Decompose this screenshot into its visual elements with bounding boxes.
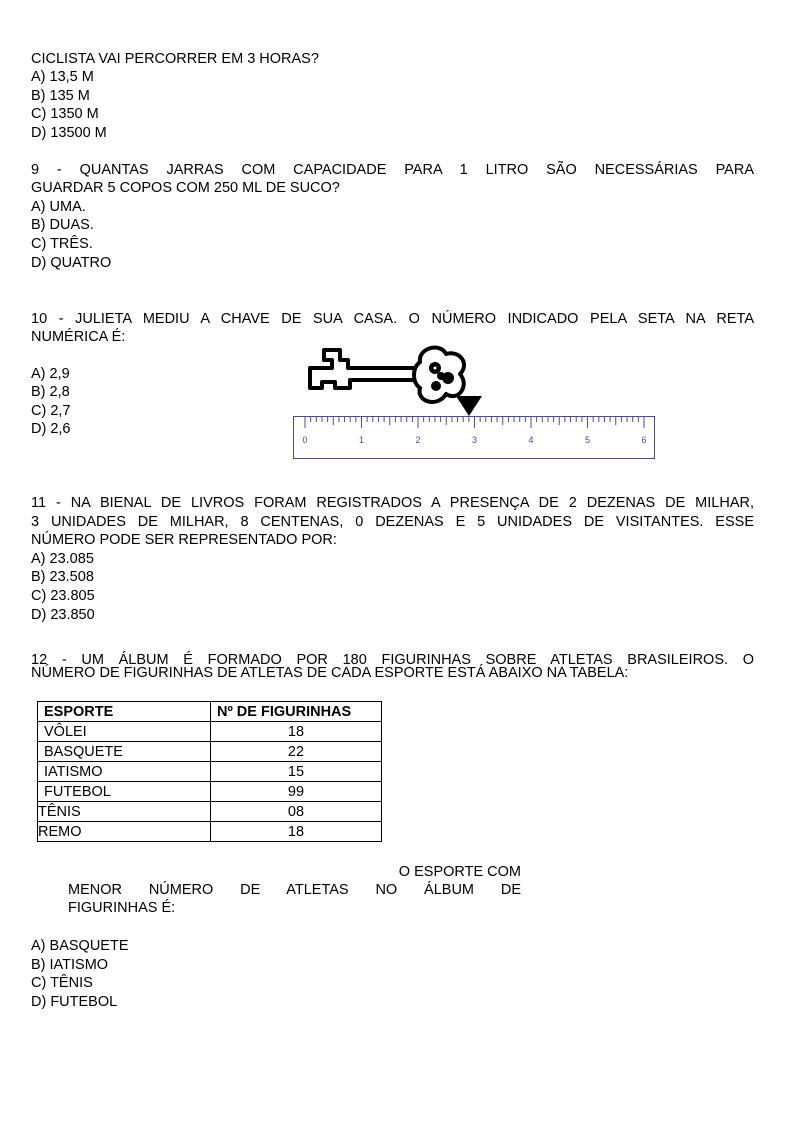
q10-stem <box>31 310 754 328</box>
q10-option-b: B) 2,8 <box>31 384 70 400</box>
q11-option-b: B) 23.508 <box>31 569 94 585</box>
table-header-esporte: ESPORTE <box>38 702 211 722</box>
ruler-label: 1 <box>359 435 365 445</box>
q12-question-line: MENOR NÚMERO DE ATLETAS NO ÁLBUM DE <box>68 882 521 898</box>
q10-option-a: A) 2,9 <box>31 366 70 382</box>
q12-option-c: C) TÊNIS <box>31 975 93 991</box>
q12-option-d: D) FUTEBOL <box>31 994 118 1010</box>
table-cell-count: 15 <box>211 762 382 782</box>
q12-option-b: B) IATISMO <box>31 957 109 973</box>
table-cell-count: 99 <box>211 782 382 802</box>
number-line-ruler <box>293 416 657 460</box>
q11-option-d: D) 23.850 <box>31 607 95 623</box>
q9-option-d: D) QUATRO <box>31 255 112 271</box>
q8-option-d: D) 13500 M <box>31 125 107 141</box>
q9-stem <box>31 161 754 179</box>
q9-option-a: A) UMA. <box>31 199 86 215</box>
q8-stem: CICLISTA VAI PERCORRER EM 3 HORAS? <box>31 51 319 67</box>
table-row <box>38 762 382 782</box>
table-cell-sport: REMO <box>38 822 211 842</box>
q11-option-a: A) 23.085 <box>31 551 94 567</box>
q9-option-b: B) DUAS. <box>31 217 94 233</box>
table-row <box>38 742 382 762</box>
q11-option-c: C) 23.805 <box>31 588 95 604</box>
ruler-label: 5 <box>585 435 591 445</box>
table-cell-count: 08 <box>211 802 382 822</box>
q12-question-line: O ESPORTE COM <box>398 864 521 880</box>
q11-stem-line: 3 UNIDADES DE MILHAR, 8 CENTENAS, 0 DEZENAS E 5 UNIDADES DE VISITANTES. ESSE <box>31 513 754 530</box>
table-cell-sport: TÊNIS <box>38 802 211 822</box>
q9-option-c: C) TRÊS. <box>31 236 93 252</box>
q8-option-b: B) 135 M <box>31 88 90 104</box>
q9-stem-line: GUARDAR 5 COPOS COM 250 ML DE SUCO? <box>31 180 340 196</box>
sports-table <box>37 701 382 842</box>
table-cell-count: 18 <box>211 722 382 742</box>
q11-stem-line: NÚMERO PODE SER REPRESENTADO POR: <box>31 532 337 548</box>
q10-option-c: C) 2,7 <box>31 403 71 419</box>
q10-stem-line: NUMÉRICA É: <box>31 329 126 345</box>
table-cell-sport: BASQUETE <box>38 742 211 762</box>
ruler-label: 4 <box>528 435 534 445</box>
table-cell-sport: FUTEBOL <box>38 782 211 802</box>
q12-option-a: A) BASQUETE <box>31 938 129 954</box>
ruler-label: 6 <box>641 435 647 445</box>
q8-option-c: C) 1350 M <box>31 106 99 122</box>
q12-question <box>68 863 521 917</box>
table-row <box>38 802 382 822</box>
table-cell-count: 22 <box>211 742 382 762</box>
q9-stem-line: 9 - QUANTAS JARRAS COM CAPACIDADE PARA 1 LITRO SÃO NECESSÁRIAS PARA <box>31 162 754 178</box>
q12-question-line: FIGURINHAS É: <box>68 900 176 916</box>
table-cell-count: 18 <box>211 822 382 842</box>
table-row <box>38 822 382 842</box>
table-header-figurinhas: Nº DE FIGURINHAS <box>211 702 382 722</box>
table-cell-sport: IATISMO <box>38 762 211 782</box>
q12-stem-line: 12 - UM ÁLBUM É FORMADO POR 180 FIGURINHAS SOBRE ATLETAS BRASILEIROS. O <box>31 652 754 668</box>
table-cell-sport: VÔLEI <box>38 722 211 742</box>
q8-option-a: A) 13,5 M <box>31 69 94 85</box>
ruler-label: 0 <box>302 435 308 445</box>
table-row <box>38 782 382 802</box>
q10-stem-line: 10 - JULIETA MEDIU A CHAVE DE SUA CASA. O NÚMERO INDICADO PELA SETA NA RETA <box>31 311 754 327</box>
q10-option-d: D) 2,6 <box>31 421 71 437</box>
ruler-label: 2 <box>415 435 421 445</box>
table-header-row <box>38 702 382 722</box>
table-row <box>38 722 382 742</box>
q11-stem-line: 11 - NA BIENAL DE LIVROS FORAM REGISTRADOS A PRESENÇA DE 2 DEZENAS DE MILHAR, <box>31 495 754 511</box>
key-illustration <box>300 340 490 420</box>
q11-stem <box>31 494 754 531</box>
q12-stem-line: NÚMERO DE FIGURINHAS DE ATLETAS DE CADA ESPORTE ESTÁ ABAIXO NA TABELA: <box>31 665 629 681</box>
ruler-label: 3 <box>472 435 478 445</box>
